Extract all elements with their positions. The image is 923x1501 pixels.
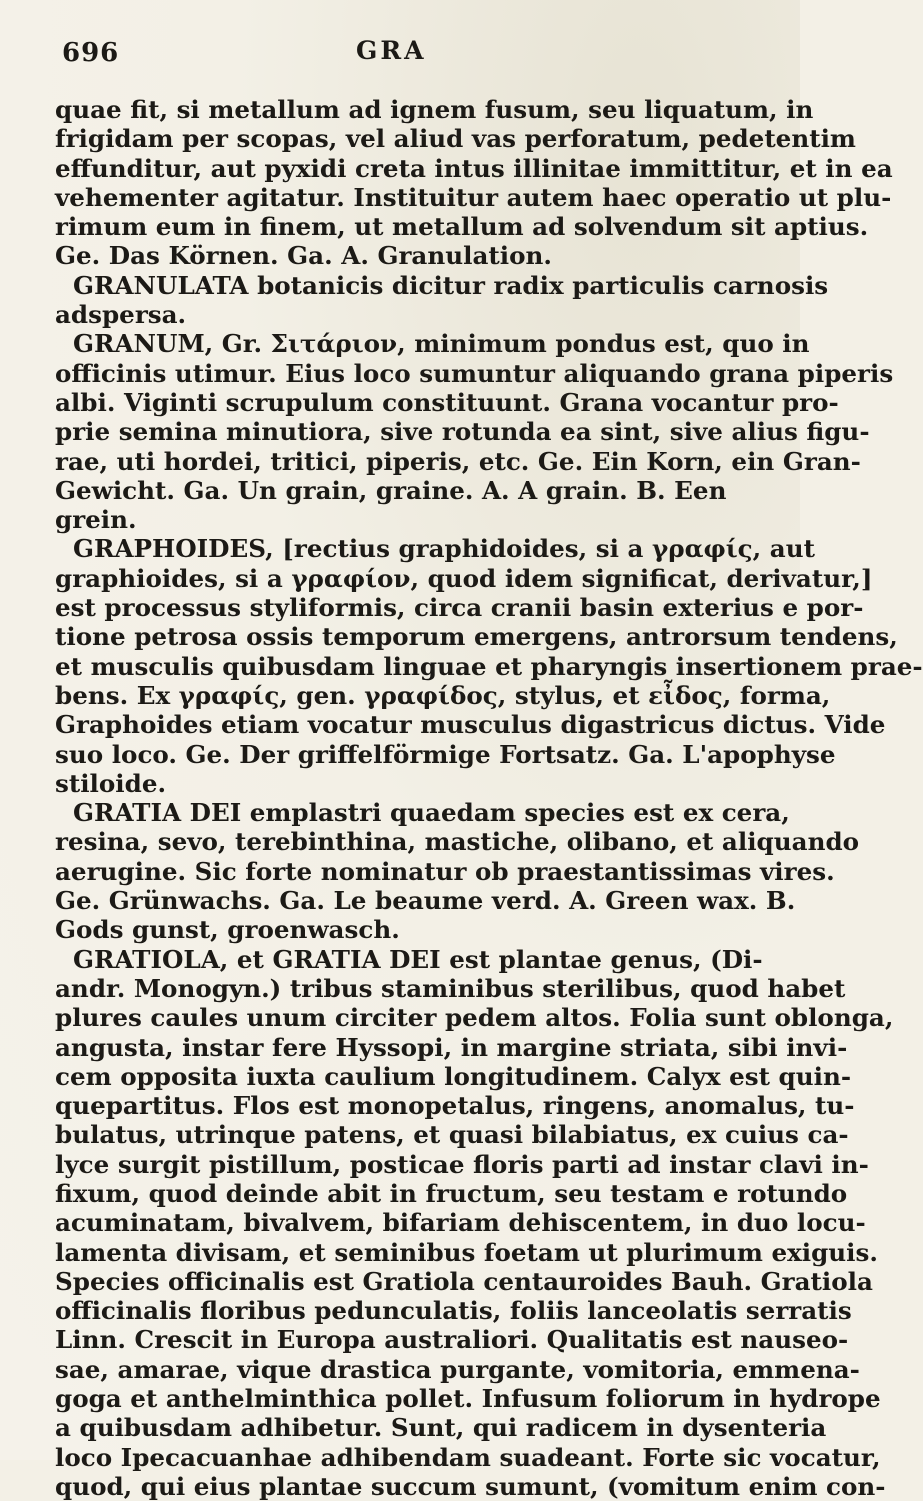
text-line: et musculis quibusdam linguae et pharyngis insertionem prae- bbox=[55, 651, 923, 681]
text-line: grein. bbox=[55, 505, 137, 535]
text-line: goga et anthelminthica pollet. Infusum foliorum in hydrope bbox=[55, 1384, 881, 1414]
text-line: Gods gunst, groenwasch. bbox=[55, 915, 400, 945]
page-header bbox=[0, 30, 800, 70]
entry-headword-line: GRANULATA botanicis dicitur radix particulis carnosis bbox=[73, 270, 829, 300]
text-line: lyce surgit pistillum, posticae floris parti ad instar clavi in- bbox=[55, 1149, 869, 1179]
text-line: bens. Ex γραφίς, gen. γραφίδος, stylus, et εἶδος, forma, bbox=[55, 680, 831, 710]
entry-headword-line: GRATIOLA, et GRATIA DEI est plantae genus, (Di- bbox=[73, 944, 763, 974]
text-line: angusta, instar fere Hyssopi, in margine striata, sibi invi- bbox=[55, 1032, 848, 1062]
text-line: Linn. Crescit in Europa australiori. Qualitatis est nauseo- bbox=[55, 1325, 849, 1355]
text-line: lamenta divisam, et seminibus foetam ut plurimum exiguis. bbox=[55, 1237, 878, 1267]
entry-headword-line: GRAPHOIDES, [rectius graphidoides, si a γραφίς, aut bbox=[73, 534, 815, 564]
text-line: suo loco. Ge. Der griffelförmige Fortsatz. Ga. L'apophyse bbox=[55, 739, 836, 769]
text-line: plures caules unum circiter pedem altos. Folia sunt oblonga, bbox=[55, 1003, 894, 1033]
text-line: acuminatam, bivalvem, bifariam dehiscentem, in duo locu- bbox=[55, 1208, 866, 1238]
text-line: quae fit, si metallum ad ignem fusum, seu liquatum, in bbox=[55, 95, 814, 124]
text-line: vehementer agitatur. Instituitur autem haec operatio ut plu- bbox=[55, 182, 892, 212]
entry-headword-line: GRANUM, Gr. Σιτάριον, minimum pondus est, quo in bbox=[73, 329, 810, 359]
text-line: quod, qui eius plantae succum sumunt, (vomitum enim con- bbox=[55, 1471, 886, 1501]
text-line: resina, sevo, terebinthina, mastiche, olibano, et aliquando bbox=[55, 827, 860, 857]
text-line: loco Ipecacuanhae adhibendam suadeant. Forte sic vocatur, bbox=[55, 1442, 881, 1472]
text-line: prie semina minutiora, sive rotunda ea sint, sive alius figu- bbox=[55, 417, 870, 447]
text-line: albi. Viginti scrupulum constituunt. Grana vocantur pro- bbox=[55, 387, 839, 417]
text-line: officinalis floribus pedunculatis, foliis lanceolatis serratis bbox=[55, 1296, 852, 1326]
text-line: Ge. Grünwachs. Ga. Le beaume verd. A. Green wax. B. bbox=[55, 886, 796, 916]
text-line: rimum eum in finem, ut metallum ad solvendum sit aptius. bbox=[55, 212, 869, 242]
text-line: graphioides, si a γραφίον, quod idem significat, derivatur,] bbox=[55, 563, 873, 593]
text-line: aerugine. Sic forte nominatur ob praestantissimas vires. bbox=[55, 856, 835, 886]
text-line: stiloide. bbox=[55, 768, 167, 798]
text-line: quepartitus. Flos est monopetalus, ringens, anomalus, tu- bbox=[55, 1091, 855, 1121]
entry-headword-line: GRATIA DEI emplastri quaedam species est ex cera, bbox=[73, 798, 790, 828]
text-line: sae, amarae, vique drastica purgante, vomitoria, emmena- bbox=[55, 1354, 860, 1384]
text-line: bulatus, utrinque patens, et quasi bilabiatus, ex cuius ca- bbox=[55, 1120, 849, 1150]
text-line: effunditur, aut pyxidi creta intus illinitae immittitur, et in ea bbox=[55, 153, 893, 183]
text-line: Graphoides etiam vocatur musculus digastricus dictus. Vide bbox=[55, 710, 886, 740]
text-line: frigidam per scopas, vel aliud vas perforatum, pedetentim bbox=[55, 124, 856, 154]
text-line: a quibusdam adhibetur. Sunt, qui radicem in dysenteria bbox=[55, 1413, 827, 1443]
text-line: Ge. Das Körnen. Ga. A. Granulation. bbox=[55, 241, 552, 271]
dictionary-text bbox=[55, 95, 923, 1501]
text-line: Gewicht. Ga. Un grain, graine. A. A grain. B. Een bbox=[55, 475, 727, 505]
text-line: cem opposita iuxta caulium longitudinem. Calyx est quin- bbox=[55, 1061, 852, 1091]
text-line: andr. Monogyn.) tribus staminibus sterilibus, quod habet bbox=[55, 973, 846, 1003]
text-line: rae, uti hordei, tritici, piperis, etc. Ge. Ein Korn, ein Gran- bbox=[55, 446, 861, 476]
text-line: officinis utimur. Eius loco sumuntur aliquando grana piperis bbox=[55, 358, 894, 388]
page-number: 696 bbox=[62, 38, 120, 68]
text-line: Species officinalis est Gratiola centauroides Bauh. Gratiola bbox=[55, 1266, 873, 1296]
text-line: est processus styliformis, circa cranii basin exterius e por- bbox=[55, 593, 864, 623]
text-line: tione petrosa ossis temporum emergens, antrorsum tendens, bbox=[55, 622, 898, 652]
text-line: fixum, quod deinde abit in fructum, seu testam e rotundo bbox=[55, 1178, 848, 1208]
text-line: adspersa. bbox=[55, 300, 187, 330]
running-head: GRA bbox=[356, 36, 427, 65]
